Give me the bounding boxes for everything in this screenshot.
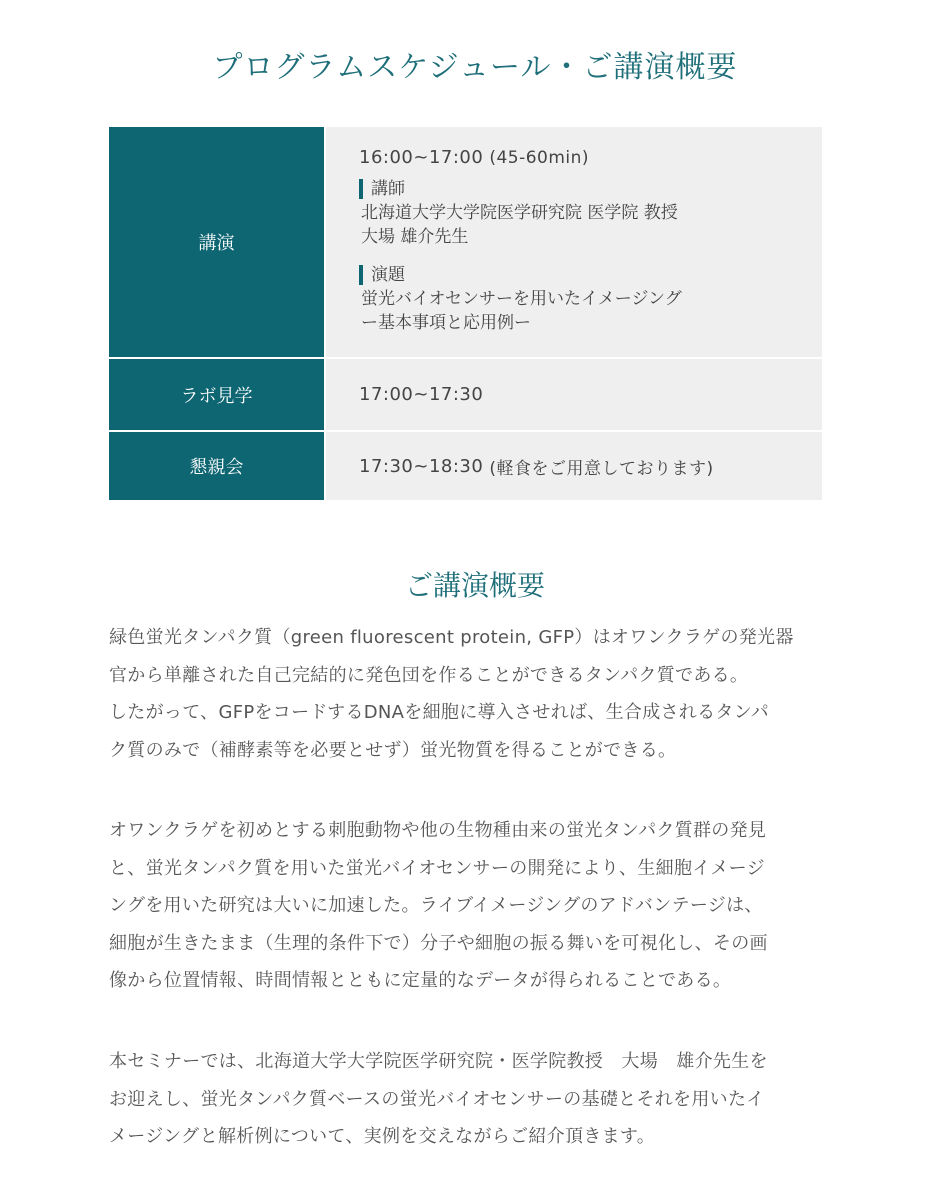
paragraph-line: ク質のみで（補酵素等を必要とせず）蛍光物質を得ることができる。 [109,739,677,761]
schedule-label-party: 懇親会 [109,432,324,500]
lecturer-name: 大場 雄介先生 [361,227,469,247]
paragraph-line: メージングと解析例について、実例を交えながらご紹介頂きます。 [109,1126,656,1147]
paragraph-line: 本セミナーでは、北海道大学大学院医学研究院・医学院教授 大場 雄介先生を [109,1051,768,1072]
lecturer-heading [359,177,822,201]
paragraph-line: と、蛍光タンパク質を用いた蛍光バイオセンサーの開発により、生細胞イメージ [109,857,765,879]
paragraph-line: お迎えし、蛍光タンパク質ベースの蛍光バイオセンサーの基礎とそれを用いたイ [109,1088,765,1110]
overview-paragraph-1 [109,619,839,769]
lecturer-affiliation: 北海道大学大学院医学研究院 医学院 教授 [361,203,678,223]
party-time: 17:30~18:30 [359,455,484,477]
heading-bar-icon [359,265,363,285]
title-heading-label: 演題 [371,265,405,285]
schedule-table [109,127,822,500]
lecture-title-line2: ー基本事項と応用例ー [361,313,531,333]
schedule-label-lecture: 講演 [109,127,324,357]
paragraph-line: したがって、GFPをコードするDNAを細胞に導入させれば、生合成されるタンパ [109,702,770,723]
overview-paragraph-3 [109,1043,839,1156]
lab-tour-time: 17:00~17:30 [359,384,484,405]
lecture-time: 16:00~17:00 [359,147,484,168]
schedule-row-lecture [109,127,822,357]
overview-title: ご講演概要 [404,569,545,602]
schedule-content-party [326,432,822,500]
schedule-content-lecture [326,127,822,357]
paragraph-line: オワンクラゲを初めとする刺胞動物や他の生物種由来の蛍光タンパク質群の発見 [109,820,767,841]
page-title: プログラムスケジュール・ご講演概要 [212,50,738,85]
schedule-content-lab-tour [326,359,822,430]
lecture-duration: (45-60min) [489,148,590,168]
lecture-time-line [359,145,822,171]
schedule-label-lab-tour: ラボ見学 [109,359,324,430]
schedule-row-lab-tour [109,359,822,430]
lecturer-heading-label: 講師 [371,179,405,199]
overview-paragraph-2 [109,812,839,1000]
title-heading [359,263,822,287]
paragraph-line: 緑色蛍光タンパク質（green fluorescent protein, GFP）はオワンクラゲの発光器 [109,627,794,648]
lecture-title-line1: 蛍光バイオセンサーを用いたイメージング [361,289,682,309]
party-note: (軽食をご用意しております) [489,458,714,479]
paragraph-line: 官から単離された自己完結的に発色団を作ることができるタンパク質である。 [109,664,749,686]
schedule-row-party [109,432,822,500]
paragraph-line: ングを用いた研究は大いに加速した。ライブイメージングのアドバンテージは、 [109,895,763,916]
paragraph-line: 細胞が生きたまま（生理的条件下で）分子や細胞の振る舞いを可視化し、その画 [109,932,768,954]
paragraph-line: 像から位置情報、時間情報とともに定量的なデータが得られることである。 [109,970,732,991]
heading-bar-icon [359,179,363,199]
